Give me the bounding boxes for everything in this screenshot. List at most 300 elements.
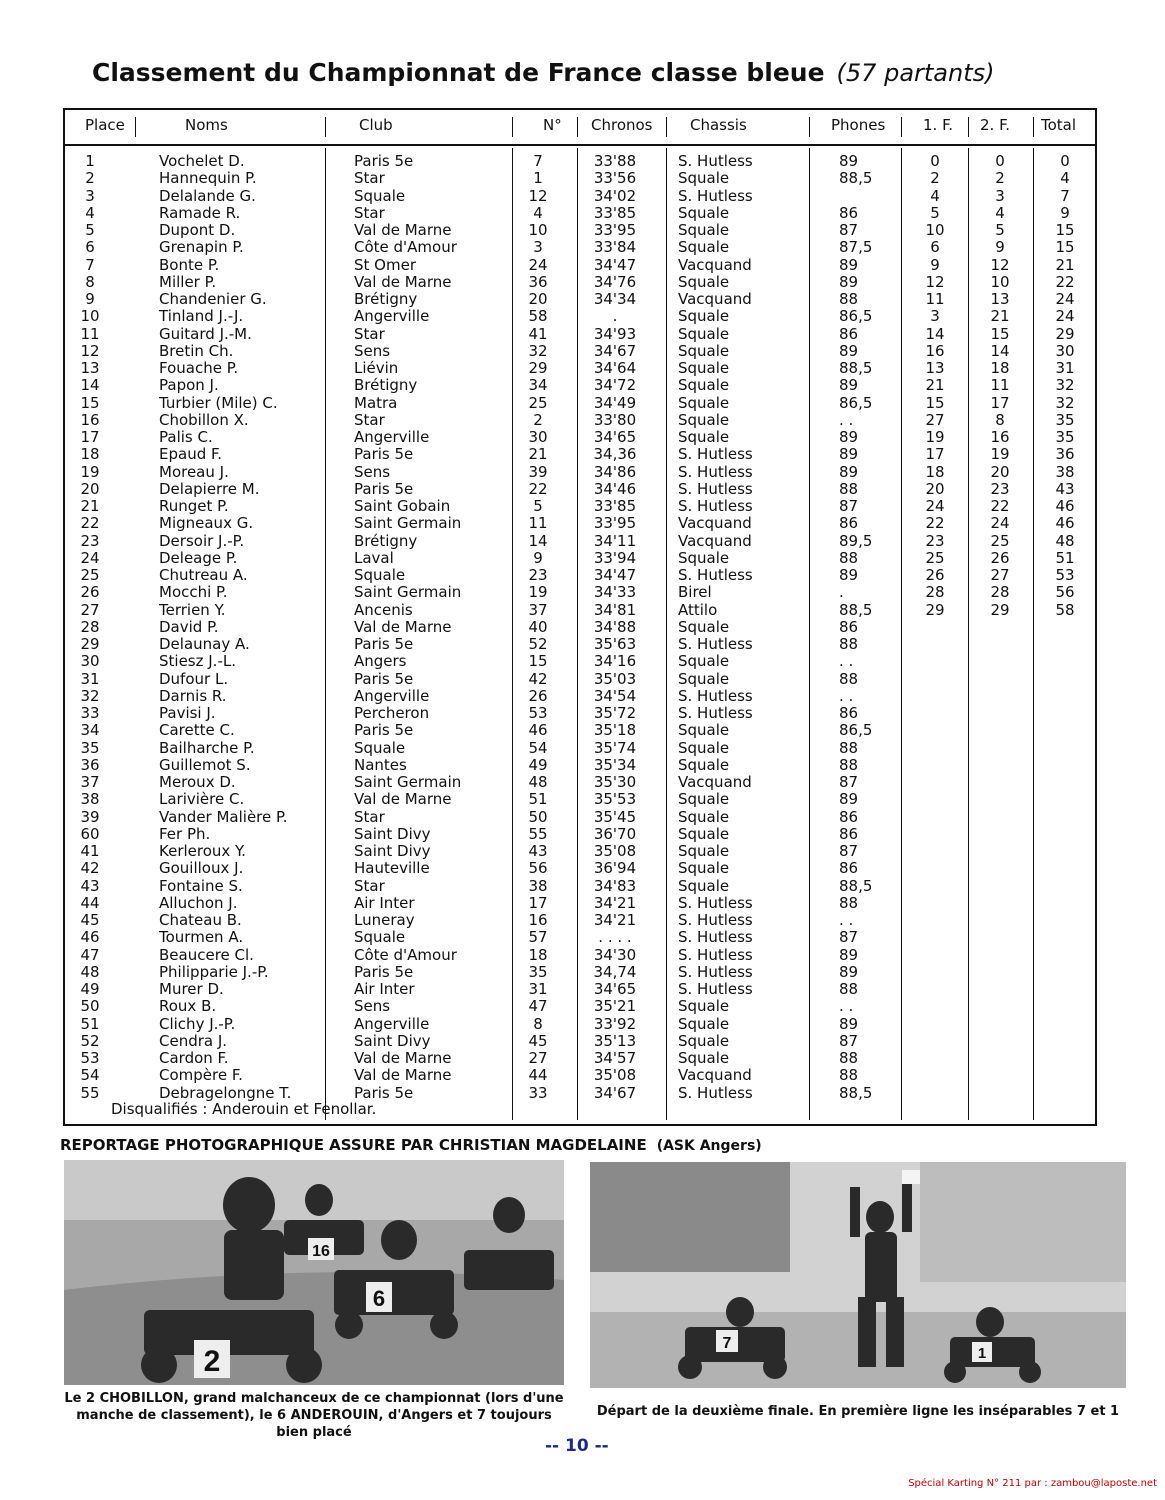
- photo-credit-club: (ASK Angers): [656, 1138, 762, 1154]
- cell-chrono: 34'16: [593, 652, 637, 671]
- cell-chassis: Squale: [678, 859, 730, 878]
- table-row: [65, 343, 1095, 360]
- cell-nom: Dufour L.: [159, 669, 229, 688]
- cell-club: Squale: [354, 566, 406, 584]
- table-row: [65, 326, 1095, 343]
- cell-club: Air Inter: [354, 893, 415, 912]
- cell-phones: 88,5: [839, 600, 873, 619]
- cell-phones: 88: [839, 1066, 859, 1085]
- cell-first-final: 16: [925, 341, 945, 360]
- cell-club: Star: [354, 807, 385, 826]
- cell-club: Saint Germain: [354, 773, 462, 791]
- table-row: [65, 636, 1095, 653]
- cell-chrono: 34'83: [593, 876, 637, 895]
- cell-first-final: 24: [925, 497, 945, 515]
- cell-numero: 4: [533, 203, 543, 222]
- cell-phones: 86: [839, 807, 859, 826]
- cell-phones: 86: [839, 859, 859, 878]
- table-row: [65, 464, 1095, 481]
- cell-nom: Chandenier G.: [159, 290, 267, 308]
- cell-club: Luneray: [354, 911, 415, 929]
- cell-numero: 58: [528, 307, 548, 326]
- header-divider: [809, 117, 810, 137]
- cell-second-final: 10: [990, 272, 1010, 291]
- cell-second-final: 21: [990, 307, 1010, 326]
- cell-phones: 89: [839, 445, 859, 464]
- cell-chrono: 35'08: [593, 1066, 637, 1085]
- cell-club: Côte d'Amour: [354, 238, 457, 257]
- cell-place: 53: [80, 1049, 100, 1067]
- header-divider: [512, 117, 513, 137]
- header-divider: [666, 117, 667, 137]
- cell-chrono: 34'81: [593, 600, 637, 619]
- cell-chrono: 34'64: [593, 359, 637, 377]
- cell-total: 46: [1055, 497, 1075, 515]
- cell-total: 32: [1055, 376, 1075, 395]
- cell-chassis: S. Hutless: [678, 893, 753, 912]
- header-phones: Phones: [831, 116, 886, 134]
- cell-chassis: Squale: [678, 842, 730, 860]
- cell-place: 11: [80, 324, 100, 343]
- cell-place: 25: [80, 566, 100, 584]
- table-row: [65, 602, 1095, 619]
- cell-chrono: 34'67: [593, 341, 637, 360]
- cell-place: 24: [80, 548, 100, 567]
- cell-chassis: Squale: [678, 807, 730, 826]
- cell-club: Saint Divy: [354, 824, 431, 843]
- cell-phones: 87: [839, 221, 859, 239]
- cell-nom: Larivière C.: [159, 790, 245, 809]
- cell-second-final: 24: [990, 514, 1010, 533]
- table-row: [65, 188, 1095, 205]
- cell-phones: 89: [839, 945, 859, 964]
- cell-nom: Grenapin P.: [159, 238, 244, 257]
- cell-total: 31: [1055, 359, 1075, 377]
- cell-phones: 86: [839, 514, 859, 533]
- cell-numero: 55: [528, 824, 548, 843]
- cell-chassis: Squale: [678, 324, 730, 343]
- cell-chrono: 34'46: [593, 479, 637, 498]
- cell-nom: Deleage P.: [159, 548, 238, 567]
- cell-chassis: S. Hutless: [678, 704, 753, 722]
- kart-number: 6: [372, 1286, 386, 1311]
- table-row: [65, 567, 1095, 584]
- cell-place: 39: [80, 807, 100, 826]
- cell-second-final: 27: [990, 566, 1010, 584]
- cell-chrono: 36'70: [593, 824, 637, 843]
- cell-nom: Stiesz J.-L.: [159, 652, 236, 671]
- cell-phones: 88: [839, 738, 859, 757]
- cell-numero: 37: [528, 600, 548, 619]
- cell-nom: Miller P.: [159, 272, 217, 291]
- cell-club: Hauteville: [354, 859, 430, 878]
- cell-first-final: 21: [925, 376, 945, 395]
- cell-chassis: Squale: [678, 790, 730, 809]
- header-divider: [1033, 117, 1034, 137]
- cell-phones: 89: [839, 376, 859, 395]
- cell-chassis: Squale: [678, 997, 730, 1016]
- cell-nom: Philipparie J.-P.: [159, 962, 269, 981]
- table-row: [65, 826, 1095, 843]
- cell-club: Val de Marne: [354, 1049, 452, 1067]
- cell-club: Angerville: [354, 686, 430, 705]
- cell-chassis: Squale: [678, 738, 730, 757]
- cell-club: Ancenis: [354, 600, 413, 619]
- table-row: [65, 257, 1095, 274]
- cell-phones: 88: [839, 1049, 859, 1067]
- cell-nom: Bonte P.: [159, 255, 220, 274]
- title-main: Classement du Championnat de France classe bleue: [92, 58, 825, 87]
- cell-phones: 89: [839, 152, 859, 170]
- cell-phones: 89: [839, 1014, 859, 1033]
- cell-total: 32: [1055, 393, 1075, 412]
- cell-first-final: 22: [925, 514, 945, 533]
- cell-phones: 89: [839, 255, 859, 274]
- cell-numero: 31: [528, 980, 548, 998]
- cell-club: Paris 5e: [354, 721, 414, 740]
- cell-chassis: Vacquand: [678, 531, 752, 550]
- cell-place: 28: [80, 617, 100, 636]
- cell-nom: Bretin Ch.: [159, 341, 234, 360]
- cell-chassis: Squale: [678, 755, 730, 774]
- cell-phones: 87,5: [839, 238, 873, 257]
- cell-chassis: Squale: [678, 721, 730, 740]
- cell-numero: 56: [528, 859, 548, 878]
- results-table: [63, 108, 1097, 1126]
- cell-club: Sens: [354, 462, 391, 481]
- cell-chassis: Squale: [678, 307, 730, 326]
- table-row: [65, 653, 1095, 670]
- cell-chrono: 33'94: [593, 548, 637, 567]
- cell-place: 38: [80, 790, 100, 809]
- cell-second-final: 28: [990, 583, 1010, 602]
- cell-numero: 21: [528, 445, 548, 464]
- cell-nom: Compère F.: [159, 1066, 243, 1085]
- photo-caption-right: Départ de la deuxième finale. En première ligne les inséparables 7 et 1: [596, 1404, 1120, 1419]
- table-row: [65, 774, 1095, 791]
- cell-place: 43: [80, 876, 100, 895]
- cell-place: 13: [80, 359, 100, 377]
- cell-total: 4: [1060, 169, 1070, 188]
- cell-phones: . .: [839, 410, 854, 429]
- cell-nom: Moreau J.: [159, 462, 229, 481]
- cell-first-final: 4: [930, 186, 940, 205]
- cell-place: 19: [80, 462, 100, 481]
- table-row: [65, 170, 1095, 187]
- table-row: [65, 274, 1095, 291]
- cell-numero: 32: [528, 341, 548, 360]
- table-row: [65, 308, 1095, 325]
- header-divider: [577, 117, 578, 137]
- cell-numero: 43: [528, 842, 548, 860]
- cell-numero: 15: [528, 652, 548, 671]
- cell-chrono: 35'13: [593, 1031, 637, 1050]
- table-row: [65, 222, 1095, 239]
- cell-place: 44: [80, 893, 100, 912]
- cell-total: 29: [1055, 324, 1075, 343]
- table-row: [65, 446, 1095, 463]
- cell-chrono: 34'33: [593, 583, 637, 602]
- cell-numero: 30: [528, 428, 548, 446]
- cell-nom: Vander Malière P.: [159, 807, 288, 826]
- cell-chrono: 35'53: [593, 790, 637, 809]
- cell-phones: 87: [839, 497, 859, 515]
- cell-chassis: S. Hutless: [678, 566, 753, 584]
- cell-total: 36: [1055, 445, 1075, 464]
- table-row: [65, 981, 1095, 998]
- cell-place: 15: [80, 393, 100, 412]
- footer-credit: Spécial Karting N° 211 par : zambou@laposte.net: [908, 1478, 1157, 1489]
- cell-place: 2: [85, 169, 95, 188]
- cell-chrono: 34'49: [593, 393, 637, 412]
- cell-numero: 40: [528, 617, 548, 636]
- cell-chassis: Birel: [678, 583, 712, 602]
- cell-club: Nantes: [354, 755, 407, 774]
- table-row: [65, 481, 1095, 498]
- cell-nom: Meroux D.: [159, 773, 236, 791]
- cell-second-final: 5: [995, 221, 1005, 239]
- cell-first-final: 2: [930, 169, 940, 188]
- cell-nom: Turbier (Mile) C.: [159, 393, 278, 412]
- table-row: [65, 1050, 1095, 1067]
- cell-chrono: 33'85: [593, 203, 637, 222]
- cell-numero: 16: [528, 911, 548, 929]
- cell-chassis: Squale: [678, 548, 730, 567]
- cell-numero: 3: [533, 238, 543, 257]
- cell-phones: 89: [839, 962, 859, 981]
- cell-first-final: 19: [925, 428, 945, 446]
- cell-first-final: 3: [930, 307, 940, 326]
- cell-club: Brétigny: [354, 290, 418, 308]
- cell-chassis: S. Hutless: [678, 497, 753, 515]
- cell-chassis: Squale: [678, 1014, 730, 1033]
- cell-nom: Murer D.: [159, 980, 224, 998]
- kart-number: 1: [977, 1345, 987, 1362]
- header-club: Club: [359, 116, 393, 134]
- cell-nom: Tinland J.-J.: [159, 307, 244, 326]
- cell-phones: 87: [839, 773, 859, 791]
- cell-chassis: S. Hutless: [678, 186, 753, 205]
- cell-nom: Tourmen A.: [159, 928, 244, 947]
- cell-phones: 89: [839, 566, 859, 584]
- cell-chrono: 35'18: [593, 721, 637, 740]
- cell-chrono: 34'93: [593, 324, 637, 343]
- cell-second-final: 9: [995, 238, 1005, 257]
- table-row: [65, 895, 1095, 912]
- cell-numero: 20: [528, 290, 548, 308]
- cell-phones: 89: [839, 272, 859, 291]
- cell-nom: Dupont D.: [159, 221, 236, 239]
- cell-nom: Cendra J.: [159, 1031, 228, 1050]
- cell-numero: 11: [528, 514, 548, 533]
- cell-phones: 88: [839, 893, 859, 912]
- cell-place: 42: [80, 859, 100, 878]
- cell-club: Saint Divy: [354, 842, 431, 860]
- cell-second-final: 0: [995, 152, 1005, 170]
- cell-phones: 86,5: [839, 721, 873, 740]
- title-subtitle: (57 partants): [836, 59, 995, 87]
- cell-club: Brétigny: [354, 376, 418, 395]
- cell-chassis: Vacquand: [678, 255, 752, 274]
- cell-chrono: 33'95: [593, 221, 637, 239]
- cell-club: Laval: [354, 548, 394, 567]
- cell-chassis: Squale: [678, 617, 730, 636]
- cell-chassis: Vacquand: [678, 290, 752, 308]
- cell-numero: 47: [528, 997, 548, 1016]
- header-chronos: Chronos: [591, 116, 653, 134]
- header-divider: [135, 117, 136, 137]
- cell-second-final: 15: [990, 324, 1010, 343]
- cell-total: 43: [1055, 479, 1075, 498]
- cell-chassis: S. Hutless: [678, 945, 753, 964]
- cell-club: Paris 5e: [354, 669, 414, 688]
- cell-club: Saint Germain: [354, 583, 462, 602]
- cell-chassis: S. Hutless: [678, 445, 753, 464]
- cell-numero: 17: [528, 893, 548, 912]
- cell-club: Saint Divy: [354, 1031, 431, 1050]
- cell-club: Liévin: [354, 359, 399, 377]
- cell-chrono: 33'84: [593, 238, 637, 257]
- cell-first-final: 5: [930, 203, 940, 222]
- cell-phones: 88,5: [839, 169, 873, 188]
- cell-phones: 86,5: [839, 307, 873, 326]
- cell-club: Val de Marne: [354, 272, 452, 291]
- cell-numero: 12: [528, 186, 548, 205]
- cell-chrono: 35'03: [593, 669, 637, 688]
- cell-total: 48: [1055, 531, 1075, 550]
- cell-numero: 53: [528, 704, 548, 722]
- cell-numero: 50: [528, 807, 548, 826]
- cell-chrono: 34'11: [593, 531, 637, 550]
- cell-chassis: Vacquand: [678, 1066, 752, 1085]
- cell-first-final: 12: [925, 272, 945, 291]
- cell-phones: 87: [839, 1031, 859, 1050]
- cell-phones: . .: [839, 652, 854, 671]
- cell-second-final: 11: [990, 376, 1010, 395]
- cell-total: 22: [1055, 272, 1075, 291]
- cell-first-final: 14: [925, 324, 945, 343]
- cell-place: 37: [80, 773, 100, 791]
- cell-place: 1: [85, 152, 95, 170]
- cell-chrono: 36'94: [593, 859, 637, 878]
- cell-nom: Beaucere Cl.: [159, 945, 254, 964]
- cell-chassis: Squale: [678, 652, 730, 671]
- cell-club: Angerville: [354, 428, 430, 446]
- cell-phones: 89,5: [839, 531, 873, 550]
- cell-second-final: 2: [995, 169, 1005, 188]
- cell-club: Star: [354, 876, 385, 895]
- cell-chassis: S. Hutless: [678, 962, 753, 981]
- cell-chrono: 34,36: [593, 445, 637, 464]
- cell-nom: Debragelongne T.: [159, 1083, 292, 1102]
- cell-second-final: 26: [990, 548, 1010, 567]
- cell-chrono: . . . .: [598, 928, 632, 947]
- cell-chassis: S. Hutless: [678, 980, 753, 998]
- cell-chrono: 35'63: [593, 635, 637, 653]
- cell-first-final: 9: [930, 255, 940, 274]
- cell-phones: 88,5: [839, 359, 873, 377]
- cell-club: Paris 5e: [354, 962, 414, 981]
- cell-place: 35: [80, 738, 100, 757]
- cell-phones: 86: [839, 324, 859, 343]
- table-header: [65, 110, 1095, 146]
- cell-numero: 1: [533, 169, 543, 188]
- header-place: Place: [85, 116, 125, 134]
- cell-total: 15: [1055, 238, 1075, 257]
- cell-chrono: 34'65: [593, 980, 637, 998]
- cell-first-final: 29: [925, 600, 945, 619]
- cell-numero: 9: [533, 548, 543, 567]
- table-row: [65, 291, 1095, 308]
- cell-phones: 88: [839, 755, 859, 774]
- table-row: [65, 964, 1095, 981]
- cell-phones: . .: [839, 686, 854, 705]
- cell-chrono: 34'88: [593, 617, 637, 636]
- cell-chrono: 35'72: [593, 704, 637, 722]
- table-row: [65, 671, 1095, 688]
- cell-club: Star: [354, 203, 385, 222]
- cell-total: 24: [1055, 307, 1075, 326]
- cell-total: 38: [1055, 462, 1075, 481]
- cell-chassis: Vacquand: [678, 773, 752, 791]
- cell-place: 9: [85, 290, 95, 308]
- header-first-final: 1. F.: [923, 116, 954, 134]
- cell-nom: Mocchi P.: [159, 583, 228, 602]
- cell-phones: 89: [839, 428, 859, 446]
- cell-club: Star: [354, 324, 385, 343]
- photo-caption-left: Le 2 CHOBILLON, grand malchanceux de ce championnat (lors d'une manche de classement), le 6 ANDEROUIN, d'Angers et 7 toujours bien placé: [64, 1391, 564, 1440]
- cell-place: 6: [85, 238, 95, 257]
- cell-chrono: 34'57: [593, 1049, 637, 1067]
- table-row: [65, 584, 1095, 601]
- cell-chrono: 34'76: [593, 272, 637, 291]
- cell-second-final: 17: [990, 393, 1010, 412]
- cell-phones: 89: [839, 462, 859, 481]
- cell-numero: 54: [528, 738, 548, 757]
- cell-nom: Hannequin P.: [159, 169, 257, 188]
- cell-chrono: 35'21: [593, 997, 637, 1016]
- cell-numero: 38: [528, 876, 548, 895]
- cell-nom: Papon J.: [159, 376, 219, 395]
- table-row: [65, 1033, 1095, 1050]
- cell-place: 60: [80, 824, 100, 843]
- cell-numero: 44: [528, 1066, 548, 1085]
- cell-total: 35: [1055, 410, 1075, 429]
- cell-club: Air Inter: [354, 980, 415, 998]
- cell-chrono: 35'08: [593, 842, 637, 860]
- table-row: [65, 395, 1095, 412]
- cell-chassis: Squale: [678, 272, 730, 291]
- cell-nom: Alluchon J.: [159, 893, 238, 912]
- cell-chrono: 34'67: [593, 1083, 637, 1102]
- cell-chrono: 33'95: [593, 514, 637, 533]
- cell-numero: 42: [528, 669, 548, 688]
- cell-second-final: 8: [995, 410, 1005, 429]
- table-row: [65, 757, 1095, 774]
- cell-place: 48: [80, 962, 100, 981]
- cell-chrono: .: [612, 307, 618, 326]
- cell-club: Squale: [354, 186, 406, 205]
- cell-nom: Chateau B.: [159, 911, 242, 929]
- table-row: [65, 498, 1095, 515]
- cell-total: 9: [1060, 203, 1070, 222]
- cell-second-final: 14: [990, 341, 1010, 360]
- cell-place: 26: [80, 583, 100, 602]
- cell-place: 10: [80, 307, 100, 326]
- table-row: [65, 809, 1095, 826]
- cell-phones: 89: [839, 341, 859, 360]
- cell-place: 5: [85, 221, 95, 239]
